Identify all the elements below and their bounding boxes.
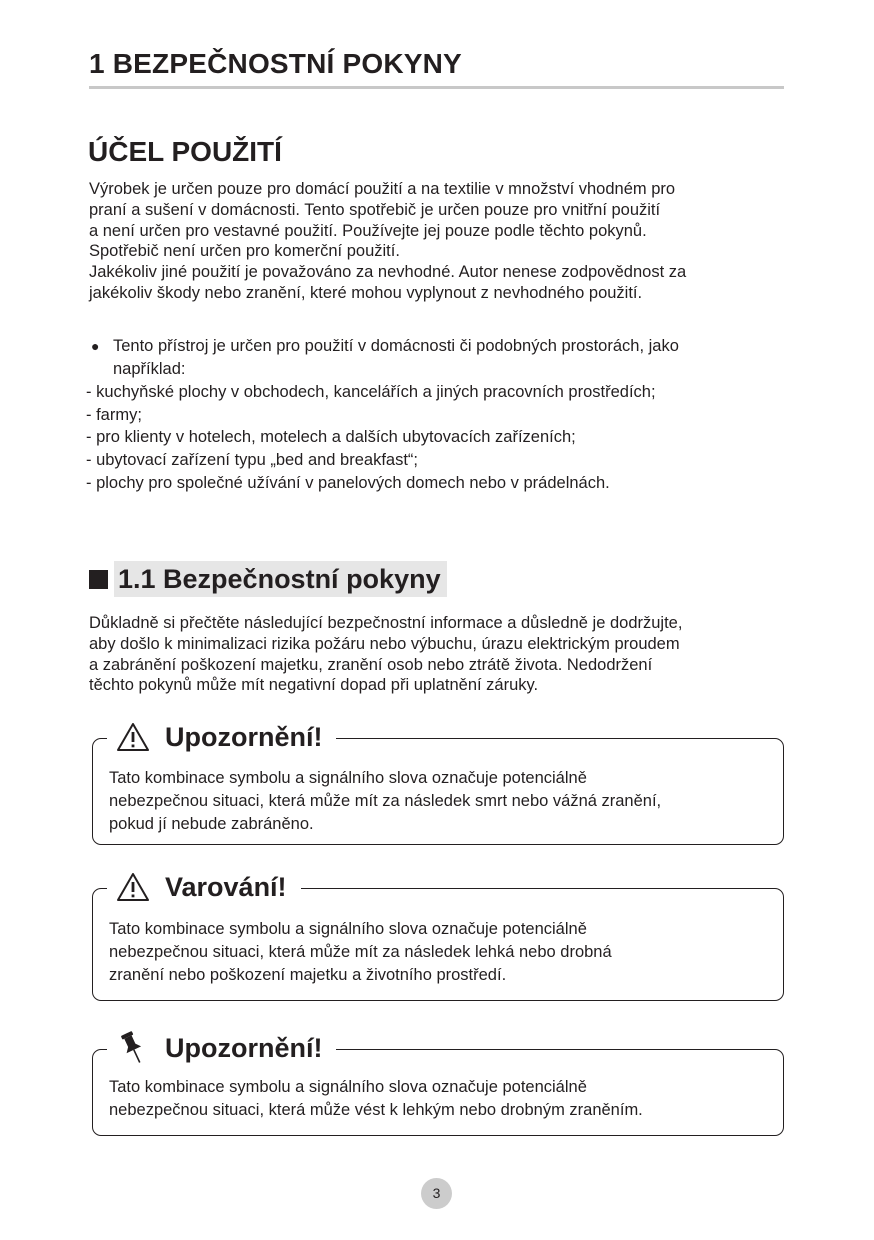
list-item: - kuchyňské plochy v obchodech, kancelářích a jiných pracovních prostředích; [86, 383, 656, 401]
purpose-line: praní a sušení v domácnosti. Tento spotřebič je určen pouze pro vnitřní použití [89, 200, 661, 219]
safety-line: a zabránění poškození majetku, zranění osob nebo ztrátě života. Nedodržení [89, 655, 653, 674]
purpose-line: Jakékoliv jiné použití je považováno za nevhodné. Autor nenese zodpovědnost za [89, 263, 687, 282]
chapter-title: 1 BEZPEČNOSTNÍ POKYNY [89, 48, 462, 79]
notice-title: Upozornění! [165, 1032, 323, 1063]
notice-line: zranění nebo poškození majetku a životního prostředí. [109, 966, 507, 984]
warning-triangle-icon [115, 720, 151, 754]
notice-line: Tato kombinace symbolu a signálního slova označuje potenciálně [109, 1078, 587, 1096]
purpose-line: a není určen pro vestavné použití. Používejte jej pouze podle těchto pokynů. [89, 221, 647, 240]
bullet-text-line: Tento přístroj je určen pro použití v domácnosti či podobných prostorách, jako [113, 337, 679, 355]
notice-box-danger [92, 721, 784, 845]
notice-line: Tato kombinace symbolu a signálního slova označuje potenciálně [109, 769, 587, 787]
purpose-line: Spotřebič není určen pro komerční použití. [89, 242, 400, 261]
notice-line: Tato kombinace symbolu a signálního slova označuje potenciálně [109, 920, 587, 938]
safety-line: aby došlo k minimalizaci rizika požáru nebo výbuchu, úrazu elektrickým proudem [89, 634, 680, 653]
notice-title: Varování! [165, 871, 287, 902]
notice-body [109, 767, 661, 836]
usage-places-list [86, 381, 656, 495]
usage-bullet [89, 335, 789, 380]
list-item: - pro klienty v hotelech, motelech a dalších ubytovacích zařízeních; [86, 428, 576, 447]
notice-header [107, 869, 301, 905]
purpose-line: Výrobek je určen pouze pro domácí použití a na textilie v množství vhodném pro [89, 180, 676, 198]
bullet-text-line: například: [113, 359, 186, 378]
notice-box-warning [92, 871, 784, 1001]
notice-body [109, 918, 612, 987]
safety-paragraph [89, 613, 789, 696]
notice-body [109, 1076, 643, 1122]
purpose-line: jakékoliv škody nebo zranění, které mohou vyplynout z nevhodného použití. [89, 283, 643, 302]
bullet-icon: ● [91, 338, 100, 354]
safety-line: těchto pokynů může mít negativní dopad při uplatnění záruky. [89, 676, 539, 695]
square-bullet-icon [89, 570, 108, 589]
list-item: - plochy pro společné užívání v panelových domech nebo v prádelnách. [86, 473, 610, 492]
purpose-paragraph [89, 179, 789, 304]
notice-line: nebezpečnou situaci, která může mít za následek smrt nebo vážná zranění, [109, 792, 662, 810]
purpose-title: ÚČEL POUŽITÍ [88, 136, 282, 167]
notice-header [107, 1030, 336, 1066]
safety-section-title: 1.1 Bezpečnostní pokyny [114, 561, 447, 597]
notice-line: nebezpečnou situaci, která může vést k lehkým nebo drobným zraněním. [109, 1101, 643, 1119]
notice-box-caution [92, 1032, 784, 1136]
notice-line: pokud jí nebude zabráněno. [109, 815, 314, 833]
warning-triangle-icon [115, 870, 151, 904]
notice-header [107, 719, 336, 755]
pushpin-icon [115, 1031, 151, 1065]
list-item: - ubytovací zařízení typu „bed and breakfast“; [86, 451, 419, 470]
safety-section-heading [89, 561, 447, 597]
chapter-divider [89, 86, 784, 89]
safety-line: Důkladně si přečtěte následující bezpečnostní informace a důsledně je dodržujte, [89, 614, 683, 632]
notice-title: Upozornění! [165, 721, 323, 752]
page-number: 3 [421, 1178, 452, 1209]
notice-line: nebezpečnou situaci, která může mít za následek lehká nebo drobná [109, 943, 612, 961]
list-item: - farmy; [86, 405, 142, 424]
